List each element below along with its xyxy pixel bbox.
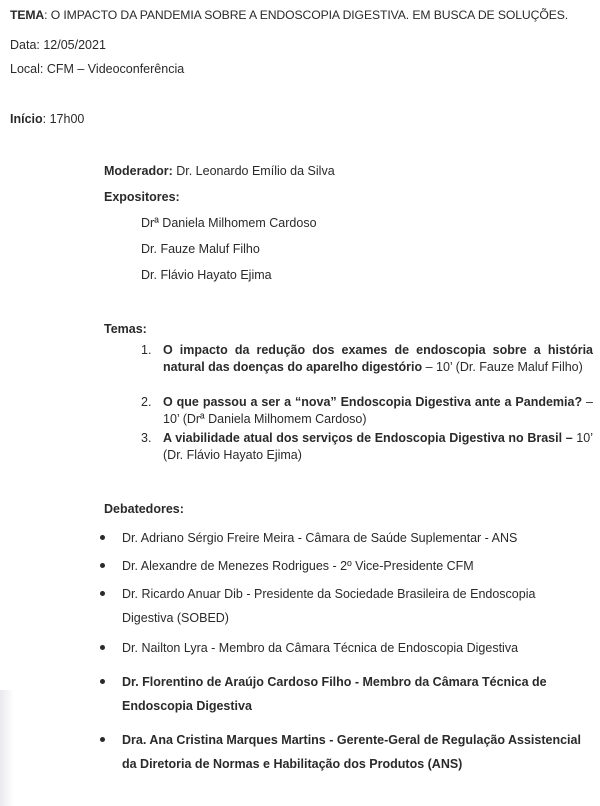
debater-text: Dr. Alexandre de Menezes Rodrigues - 2º Vice-Presidente CFM xyxy=(122,559,474,573)
debater-text: Dra. Ana Cristina Marques Martins - Gerente-Geral de Regulação Assistencial da Diretoria de Normas e Habilitação dos Produtos (ANS) xyxy=(122,733,581,771)
location-line: Local: CFM – Videoconferência xyxy=(10,62,185,76)
theme-bold-text: A viabilidade atual dos serviços de Endoscopia Digestiva no Brasil – xyxy=(163,431,573,445)
debater-text: Dr. Florentino de Araújo Cardoso Filho - Membro da Câmara Técnica de Endoscopia Digestiva xyxy=(122,675,547,713)
theme-item xyxy=(141,394,593,428)
presenter-item: Dr. Flávio Hayato Ejima xyxy=(141,268,272,282)
start-time-label: Início xyxy=(10,112,43,126)
tema-heading xyxy=(10,8,568,22)
tema-label: TEMA xyxy=(10,8,45,22)
theme-detail: 10’ (Dr. Flávio Hayato Ejima) xyxy=(163,431,593,462)
bullet-icon xyxy=(100,679,105,684)
theme-detail: – 10’ (Dr. Fauze Maluf Filho) xyxy=(422,360,583,374)
tema-text: : O IMPACTO DA PANDEMIA SOBRE A ENDOSCOPIA DIGESTIVA. EM BUSCA DE SOLUÇÕES. xyxy=(44,8,569,22)
theme-item xyxy=(141,342,593,392)
theme-text xyxy=(163,430,593,464)
theme-item xyxy=(141,430,593,464)
debater-text: Dr. Ricardo Anuar Dib - Presidente da Sociedade Brasileira de Endoscopia Digestiva (SOBED) xyxy=(122,587,536,625)
debater-text: Dr. Adriano Sérgio Freire Meira - Câmara de Saúde Suplementar - ANS xyxy=(122,531,518,545)
theme-text xyxy=(163,394,593,428)
bullet-icon xyxy=(100,737,105,742)
presenter-item: Dr. Fauze Maluf Filho xyxy=(141,242,260,256)
theme-bold-text: O impacto da redução dos exames de endoscopia sobre a história natural das doenças do aparelho digestório xyxy=(163,343,593,374)
bullet-icon xyxy=(100,563,105,568)
theme-number: 1. xyxy=(141,343,152,357)
bullet-icon xyxy=(100,535,105,540)
debaters-title: Debatedores: xyxy=(104,502,184,516)
start-time-value: : 17h00 xyxy=(42,112,85,126)
themes-title: Temas: xyxy=(104,322,147,336)
moderator-line xyxy=(104,164,335,178)
theme-detail: – 10’ (Drª Daniela Milhomem Cardoso) xyxy=(163,395,593,426)
start-time-line xyxy=(10,112,84,126)
debater-text: Dr. Nailton Lyra - Membro da Câmara Técnica de Endoscopia Digestiva xyxy=(122,641,519,655)
theme-number: 3. xyxy=(141,431,152,445)
moderator-name: Dr. Leonardo Emílio da Silva xyxy=(172,164,335,178)
bullet-icon xyxy=(100,645,105,650)
theme-text xyxy=(163,342,593,376)
theme-bold-text: O que passou a ser a “nova” Endoscopia Digestiva ante a Pandemia? xyxy=(163,395,583,409)
moderator-label: Moderador: xyxy=(104,164,173,178)
bullet-icon xyxy=(100,591,105,596)
presenter-item: Drª Daniela Milhomem Cardoso xyxy=(141,216,317,230)
presenters-title: Expositores: xyxy=(104,190,180,204)
date-line: Data: 12/05/2021 xyxy=(10,38,106,52)
scan-edge-shadow xyxy=(0,690,14,806)
theme-number: 2. xyxy=(141,395,152,409)
